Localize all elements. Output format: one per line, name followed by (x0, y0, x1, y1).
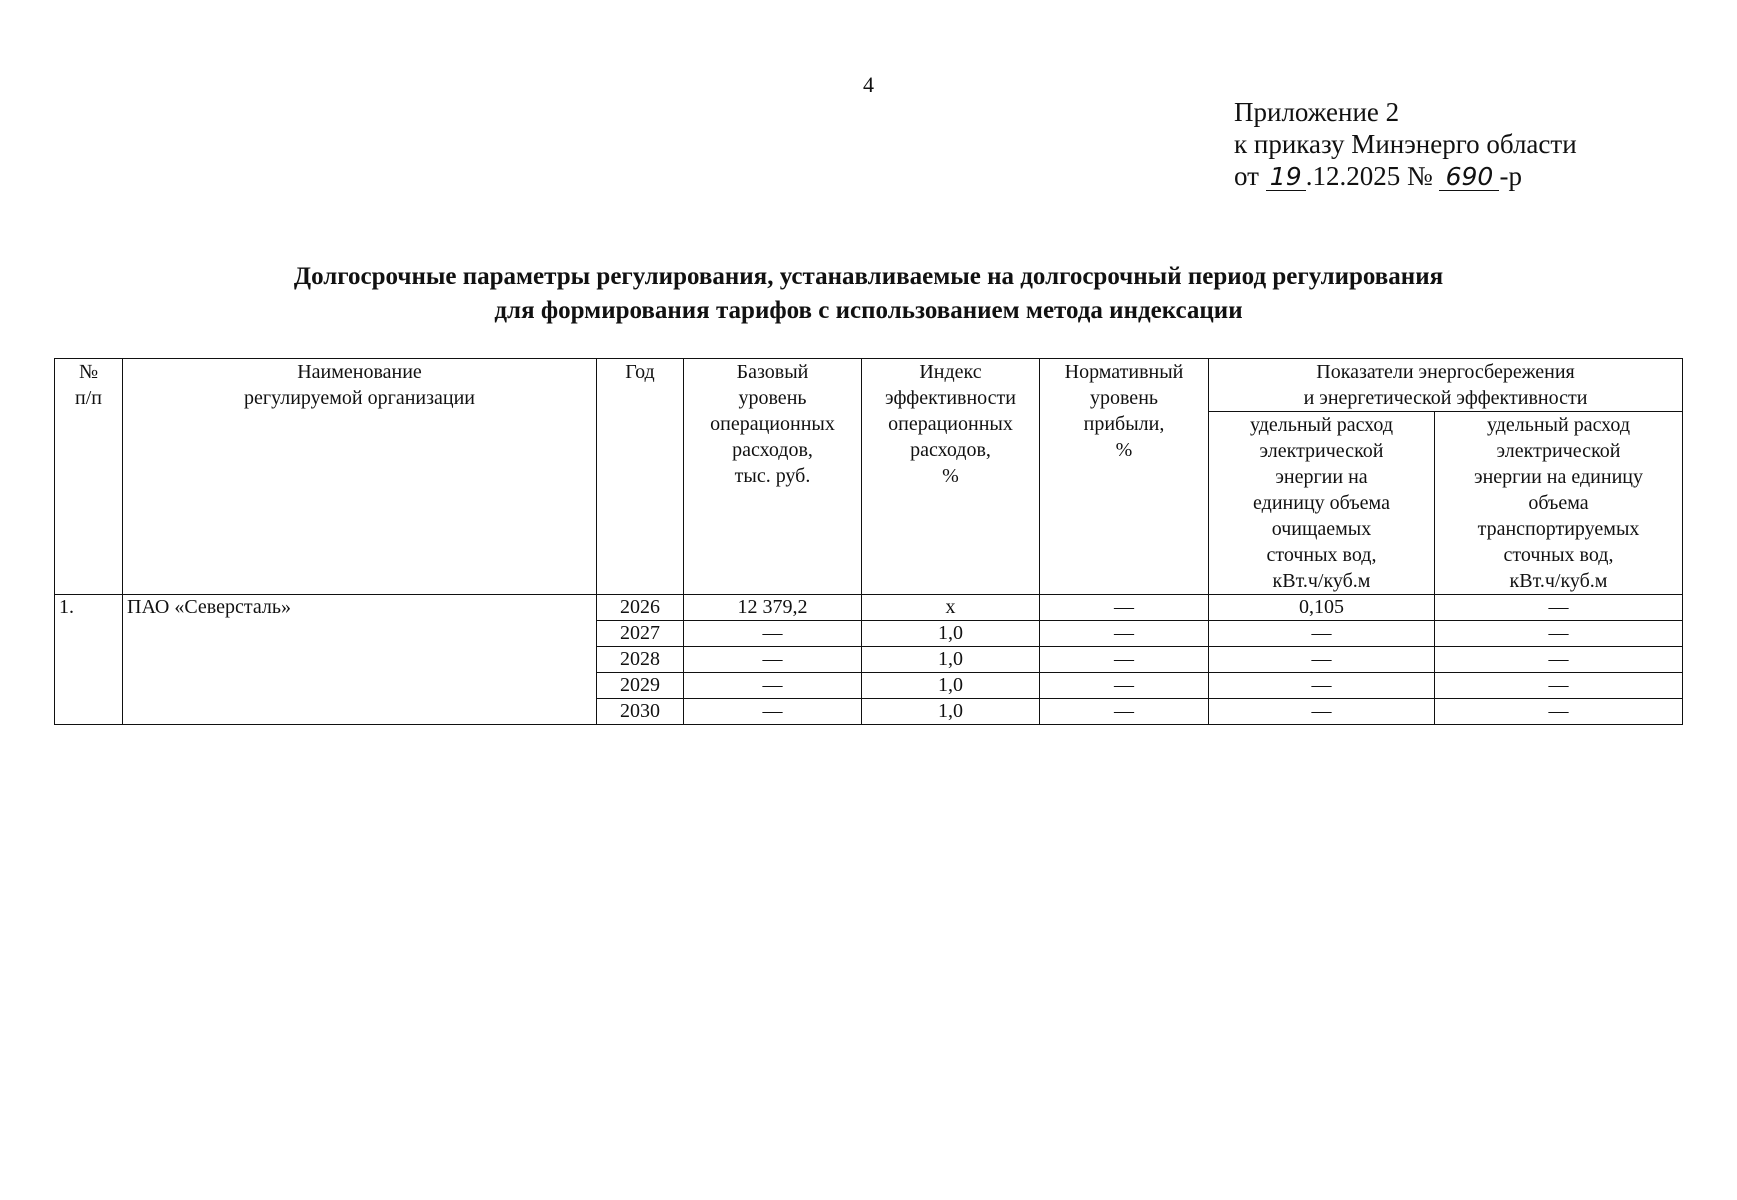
cell-profit: — (1040, 647, 1209, 673)
cell-year: 2029 (597, 673, 684, 699)
cell-base: 12 379,2 (684, 595, 862, 621)
header-line: Год (625, 361, 655, 383)
header-line: очищаемых (1271, 518, 1372, 540)
header-num (55, 359, 123, 595)
table-row (55, 595, 1683, 621)
header-line: кВт.ч/куб.м (1509, 570, 1608, 592)
header-line: Показатели энергосбережения (1316, 361, 1575, 383)
cell-index: 1,0 (862, 621, 1040, 647)
header-line: Нормативный (1064, 361, 1184, 383)
cell-treated: 0,105 (1209, 595, 1435, 621)
cell-year: 2028 (597, 647, 684, 673)
header-line: удельный расход (1249, 414, 1394, 436)
cell-base: — (684, 621, 862, 647)
header-line: Индекс (919, 361, 982, 383)
appendix-line3 (1234, 160, 1577, 192)
cell-transported: — (1435, 673, 1683, 699)
header-line: регулируемой организации (244, 387, 475, 409)
cell-profit: — (1040, 621, 1209, 647)
header-efficiency-index (862, 359, 1040, 595)
handwritten-order-number: 690 (1439, 164, 1499, 191)
org-name: ПАО «Северсталь» (123, 595, 597, 725)
cell-profit: — (1040, 699, 1209, 725)
cell-base: — (684, 647, 862, 673)
header-line: операционных (710, 413, 835, 435)
header-line: и энергетической эффективности (1303, 387, 1588, 409)
cell-index: 1,0 (862, 647, 1040, 673)
header-line: уровень (1089, 387, 1159, 409)
header-line: операционных (888, 413, 1013, 435)
order-suffix: -р (1499, 161, 1522, 191)
cell-treated: — (1209, 673, 1435, 699)
header-line: объема (1528, 492, 1589, 514)
date-rest: .12.2025 № (1305, 161, 1433, 191)
cell-base: — (684, 699, 862, 725)
date-prefix: от (1234, 161, 1259, 191)
document-title (0, 260, 1737, 328)
header-line: сточных вод, (1503, 544, 1614, 566)
header-line: расходов, (732, 439, 813, 461)
header-line: прибыли, (1083, 413, 1165, 435)
header-line: энергии на (1275, 466, 1368, 488)
title-line2: для формирования тарифов с использованием метода индексации (494, 297, 1243, 324)
header-row-1 (55, 359, 1683, 412)
cell-transported: — (1435, 621, 1683, 647)
header-base-opex (684, 359, 862, 595)
cell-treated: — (1209, 621, 1435, 647)
header-line: Базовый (736, 361, 809, 383)
header-line: № (78, 361, 99, 383)
header-energy-treated (1209, 412, 1435, 595)
header-name (123, 359, 597, 595)
header-line: сточных вод, (1266, 544, 1377, 566)
header-line: удельный расход (1486, 414, 1631, 436)
appendix-line1: Приложение 2 (1234, 97, 1400, 127)
header-line: % (1115, 439, 1133, 461)
header-year (597, 359, 684, 595)
header-line: транспортируемых (1477, 518, 1640, 540)
org-number: 1. (55, 595, 123, 725)
header-line: кВт.ч/куб.м (1272, 570, 1371, 592)
parameters-table (54, 358, 1683, 725)
cell-transported: — (1435, 699, 1683, 725)
header-line: расходов, (910, 439, 991, 461)
cell-base: — (684, 673, 862, 699)
appendix-line2: к приказу Минэнерго области (1234, 129, 1577, 159)
header-energy-group (1209, 359, 1683, 412)
header-line: эффективности (884, 387, 1016, 409)
header-line: Наименование (297, 361, 422, 383)
header-line: п/п (75, 387, 102, 409)
cell-profit: — (1040, 673, 1209, 699)
cell-year: 2026 (597, 595, 684, 621)
cell-profit: — (1040, 595, 1209, 621)
page-number: 4 (863, 72, 874, 97)
cell-index: 1,0 (862, 699, 1040, 725)
cell-treated: — (1209, 647, 1435, 673)
header-profit-level (1040, 359, 1209, 595)
header-line: % (942, 465, 959, 487)
cell-index: 1,0 (862, 673, 1040, 699)
header-line: уровень (738, 387, 807, 409)
cell-index: х (862, 595, 1040, 621)
cell-transported: — (1435, 647, 1683, 673)
header-energy-transported (1435, 412, 1683, 595)
cell-transported: — (1435, 595, 1683, 621)
header-line: единицу объема (1253, 492, 1390, 514)
handwritten-day: 19 (1266, 164, 1306, 191)
appendix-block (1234, 96, 1577, 192)
header-line: энергии на единицу (1474, 466, 1643, 488)
title-line1: Долгосрочные параметры регулирования, устанавливаемые на долгосрочный период регулирования (293, 263, 1444, 290)
cell-treated: — (1209, 699, 1435, 725)
cell-year: 2030 (597, 699, 684, 725)
header-line: электрической (1496, 440, 1621, 462)
header-line: тыс. руб. (734, 465, 811, 487)
cell-year: 2027 (597, 621, 684, 647)
header-line: электрической (1259, 440, 1384, 462)
